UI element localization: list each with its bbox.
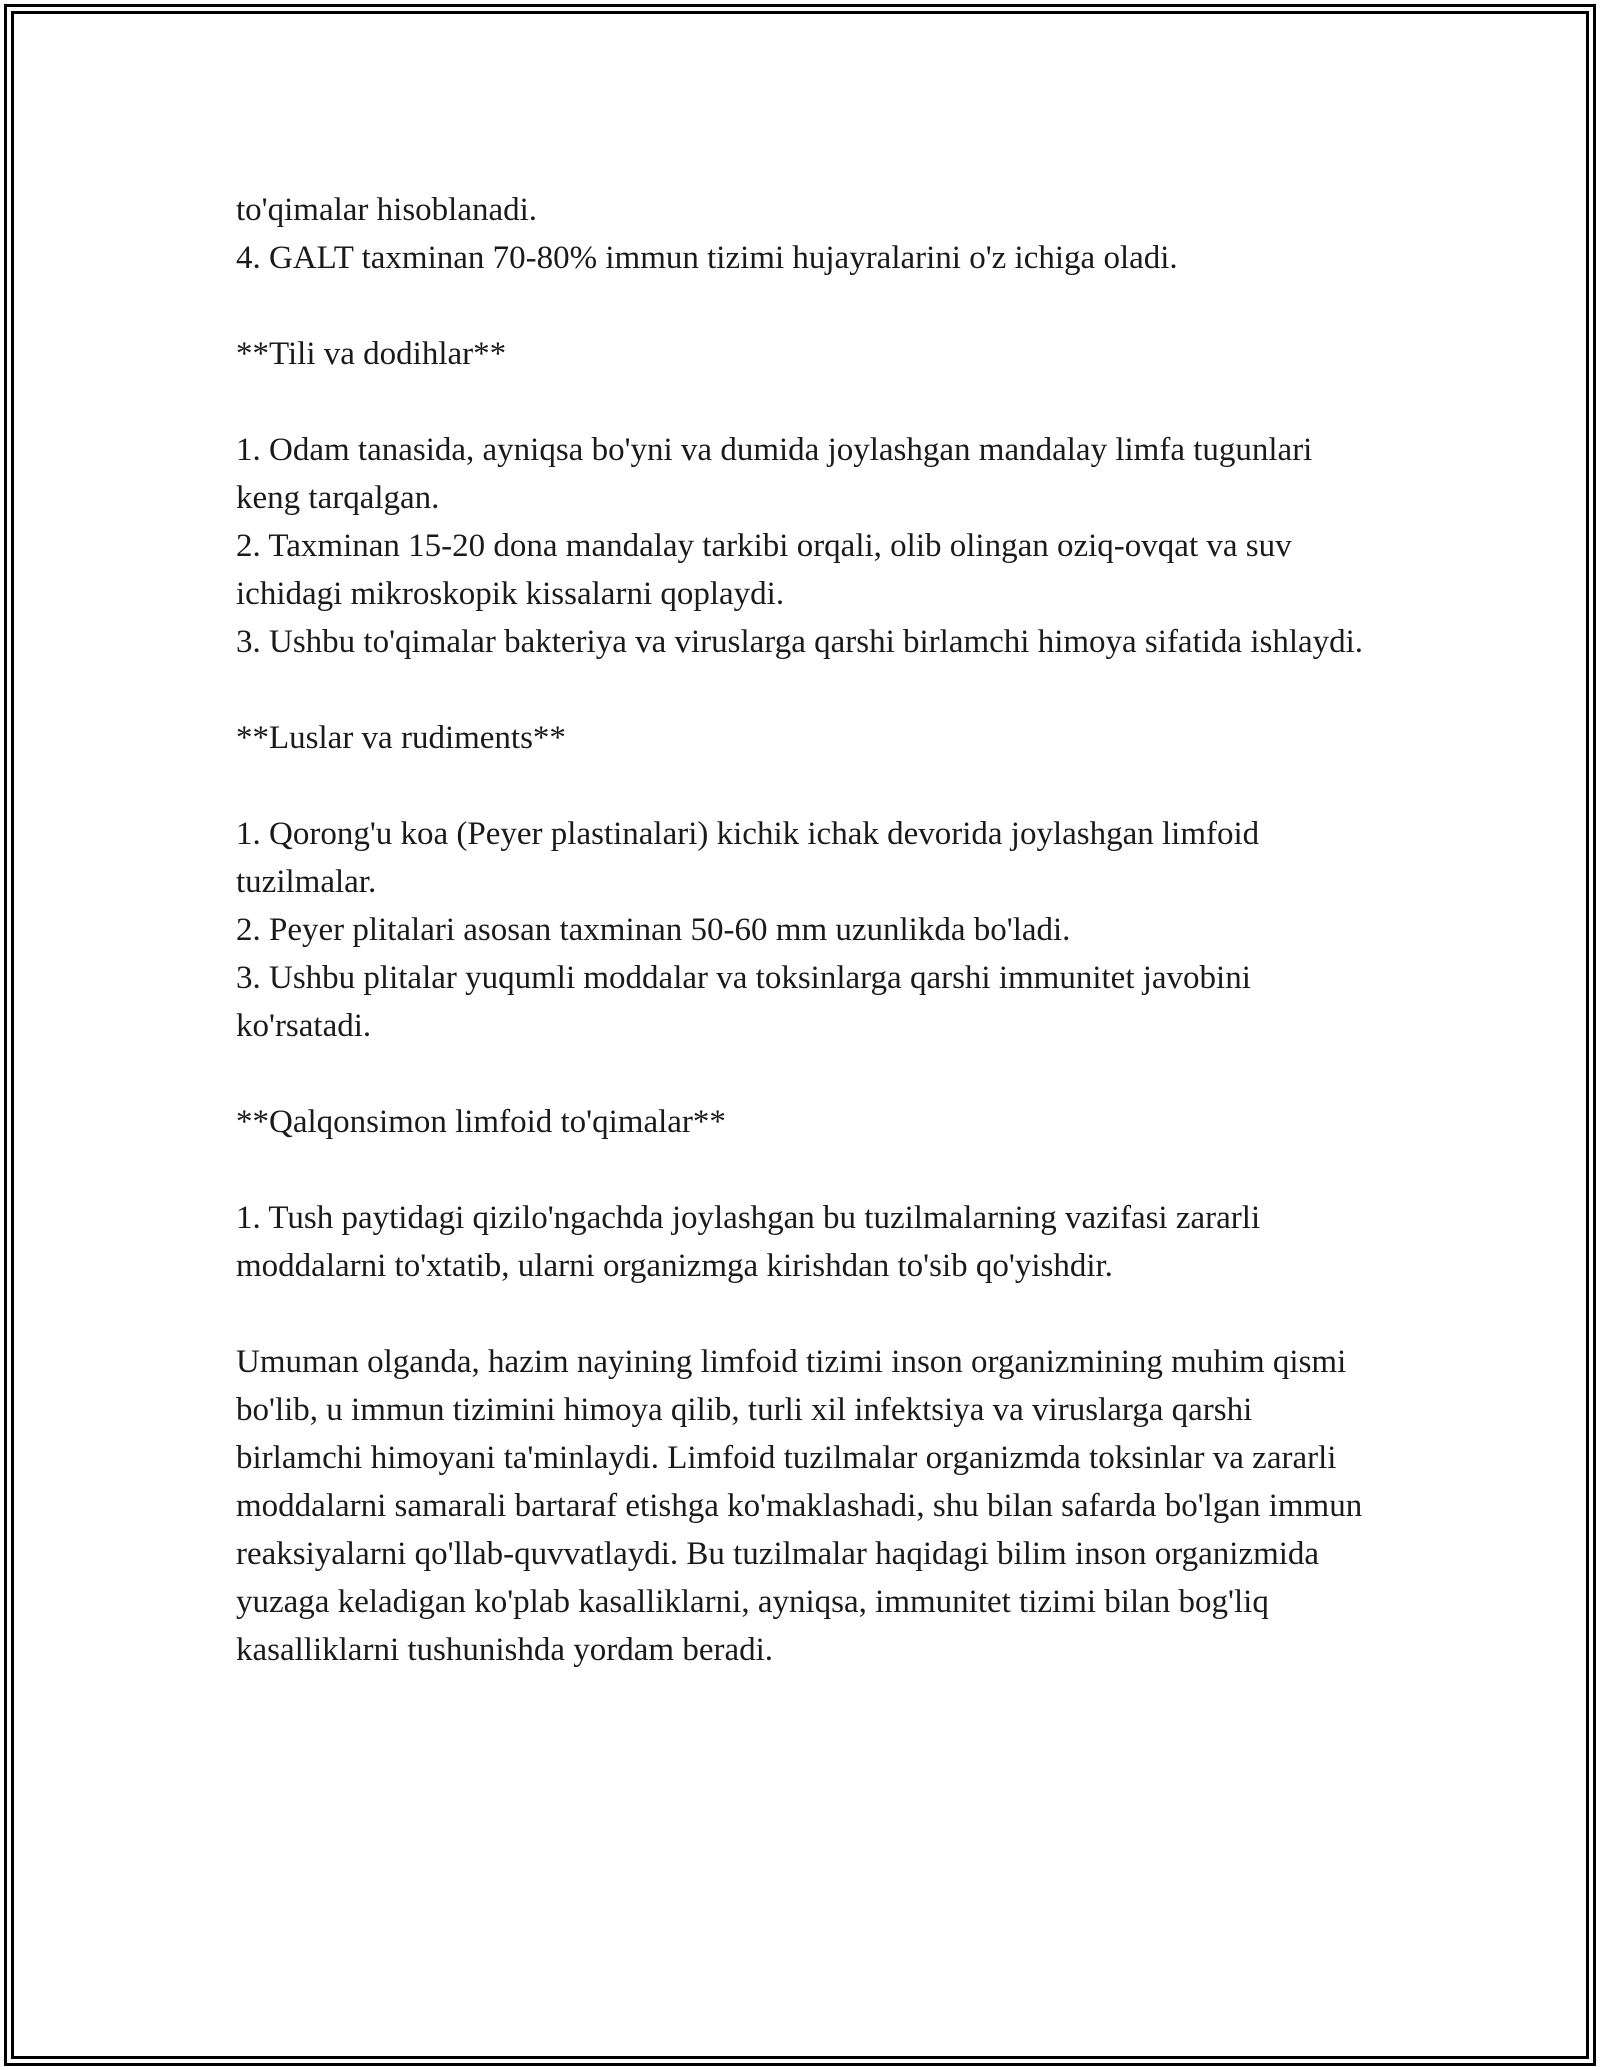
list-item: 1. Tush paytidagi qizilo'ngachda joylashgan bu tuzilmalarning vazifasi zararli moddalarni to'xtatib, ularni organizmga kirishdan to'sib qo'yishdir. — [236, 1200, 1261, 1284]
section-heading: **Luslar va rudiments** — [236, 720, 566, 756]
list-item: 3. Ushbu plitalar yuqumli moddalar va toksinlarga qarshi immunitet javobini ko'rsatadi. — [236, 960, 1251, 1044]
document-body — [236, 186, 1376, 1674]
paragraph-gap — [236, 378, 1376, 426]
paragraph-gap — [236, 282, 1376, 330]
section-heading: **Tili va dodihlar** — [236, 336, 507, 372]
conclusion-paragraph: Umuman olganda, hazim nayining limfoid tizimi inson organizmining muhim qismi bo'lib, u immun tizimini himoya qilib, turli xil infektsiya va viruslarga qarshi birlamchi himoyani ta'minlaydi. Limfoid tuzilmalar organizmda toksinlar va zararli moddalarni samarali bartaraf etishga ko'maklashadi, shu bilan safarda bo'lgan immun reaksiyalarni qo'llab-quvvatlaydi. Bu tuzilmalar haqidagi bilim inson organizmida yuzaga keladigan ko'plab kasalliklarni, ayniqsa, immunitet tizimi bilan bog'liq kasalliklarni tushunishda yordam beradi. — [236, 1344, 1363, 1668]
list-item: 1. Odam tanasida, ayniqsa bo'yni va dumida joylashgan mandalay limfa tugunlari keng tarqalgan. — [236, 432, 1313, 516]
paragraph-gap — [236, 666, 1376, 714]
list-item: 1. Qorong'u koa (Peyer plastinalari) kichik ichak devorida joylashgan limfoid tuzilmalar. — [236, 816, 1260, 900]
paragraph-gap — [236, 1146, 1376, 1194]
list-item: 2. Taxminan 15-20 dona mandalay tarkibi orqali, olib olingan oziq-ovqat va suv ichidagi mikroskopik kissalarni qoplaydi. — [236, 528, 1292, 612]
list-item: 2. Peyer plitalari asosan taxminan 50-60 mm uzunlikda bo'ladi. — [236, 912, 1071, 948]
intro-line: 4. GALT taxminan 70-80% immun tizimi hujayralarini o'z ichiga oladi. — [236, 240, 1178, 276]
list-item: 3. Ushbu to'qimalar bakteriya va viruslarga qarshi birlamchi himoya sifatida ishlaydi. — [236, 624, 1364, 660]
paragraph-gap — [236, 1050, 1376, 1098]
paragraph-gap — [236, 1290, 1376, 1338]
section-heading: **Qalqonsimon limfoid to'qimalar** — [236, 1104, 726, 1140]
paragraph-gap — [236, 762, 1376, 810]
intro-line: to'qimalar hisoblanadi. — [236, 192, 538, 228]
